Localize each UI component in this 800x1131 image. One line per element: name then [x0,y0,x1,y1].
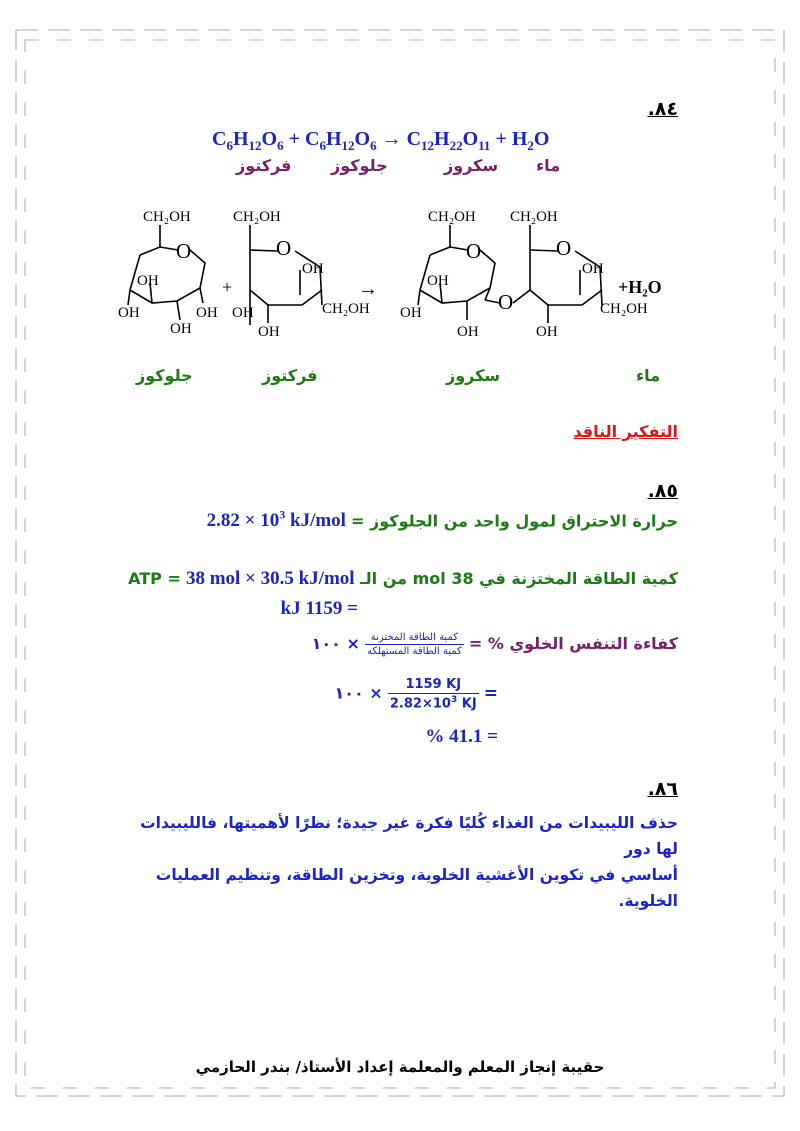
svg-text:CH₂OH: CH₂OH [600,301,648,317]
efficiency-calculation: = $\frac{1159 KJ}{2.82\times 10^3 KJ}$ × ١٠٠ [334,677,498,712]
footer-text: حقيبة إنجاز المعلم والمعلمة إعداد الأستاذ/ بندر الحازمي [195,1058,605,1076]
efficiency-formula: كفاءة التنفس الخلوي % = $\frac{\text{كمية الطاقة المختزنة}}{\text{كمية الطاقة المستهلكه}}$ × ١٠٠ [311,632,678,657]
svg-text:O: O [466,239,482,263]
svg-text:O: O [176,239,192,263]
svg-text:OH: OH [170,321,192,337]
svg-text:O: O [556,236,572,260]
question-number-85: .٨٥ [647,480,678,502]
svg-text:OH: OH [457,324,479,340]
label-sucrose-top: سكروز [444,156,499,175]
svg-text:CH₂OH: CH₂OH [428,209,476,225]
svg-text:CH₂OH: CH₂OH [233,209,281,225]
svg-text:+H₂O: +H₂O [618,277,662,297]
stored-energy-result: = 1159 kJ [280,598,358,619]
svg-text:+: + [222,277,233,297]
svg-text:OH: OH [137,273,159,289]
label-water-bottom: ماء [636,366,661,385]
svg-text:OH: OH [196,305,218,321]
label-glucose-top: جلوكوز [331,156,388,175]
stored-energy-line: كمية الطاقة المختزنة في 38 mol من الـ ATP = 38 mol × 30.5 kJ/mol [128,568,678,589]
combustion-heat-line: حرارة الاحتراق لمول واحد من الجلوكوز = $2.82 \times 10^3$ kJ/mol [206,508,678,532]
section-heading-critical-thinking: التفكير الناقد [573,422,678,441]
svg-text:OH: OH [582,261,604,277]
question-number-86: .٨٦ [647,778,678,800]
sugar-structure-diagram [0,195,800,355]
svg-text:CH₂OH: CH₂OH [143,209,191,225]
svg-text:O: O [276,236,292,260]
svg-text:OH: OH [258,324,280,340]
svg-text:O: O [498,290,514,314]
label-water-top: ماء [536,156,561,175]
answer-86-line1: حذف الليبيدات من الغذاء كُليًا فكرة غير جيدة؛ نظرًا لأهميتها، فالليبيدات لها دور [140,814,678,858]
svg-text:→: → [358,278,378,300]
answer-86-line2: أساسي في تكوين الأغشية الخلوية، وتخزين الطاقة، وتنظيم العمليات الخلوية. [155,866,678,910]
svg-text:OH: OH [302,261,324,277]
label-fructose-bottom: فركتوز [262,366,318,385]
svg-text:OH: OH [536,324,558,340]
question-number-84: .٨٤ [647,98,678,120]
efficiency-result: = 41.1 % [425,726,498,747]
calculation-fraction: $\frac{1159 KJ}{2.82\times 10^3 KJ}$ [389,677,477,712]
svg-text:OH: OH [400,305,422,321]
answer-86 [118,810,678,914]
label-glucose-bottom: جلوكوز [136,366,193,385]
svg-text:CH₂OH: CH₂OH [322,301,370,317]
label-fructose-top: فركتوز [236,156,292,175]
svg-text:OH: OH [232,305,254,321]
svg-text:OH: OH [118,305,140,321]
chemical-equation: $C_6H_{12}O_6 + C_6H_{12}O_6 \to C_{12}H_{22}O_{11} + H_2O$ [212,128,550,153]
efficiency-fraction: $\frac{\text{كمية الطاقة المختزنة}}{\text{كمية الطاقة المستهلكه}}$ [366,632,462,657]
label-sucrose-bottom: سكروز [446,366,501,385]
svg-text:OH: OH [427,273,449,289]
svg-text:CH₂OH: CH₂OH [510,209,558,225]
